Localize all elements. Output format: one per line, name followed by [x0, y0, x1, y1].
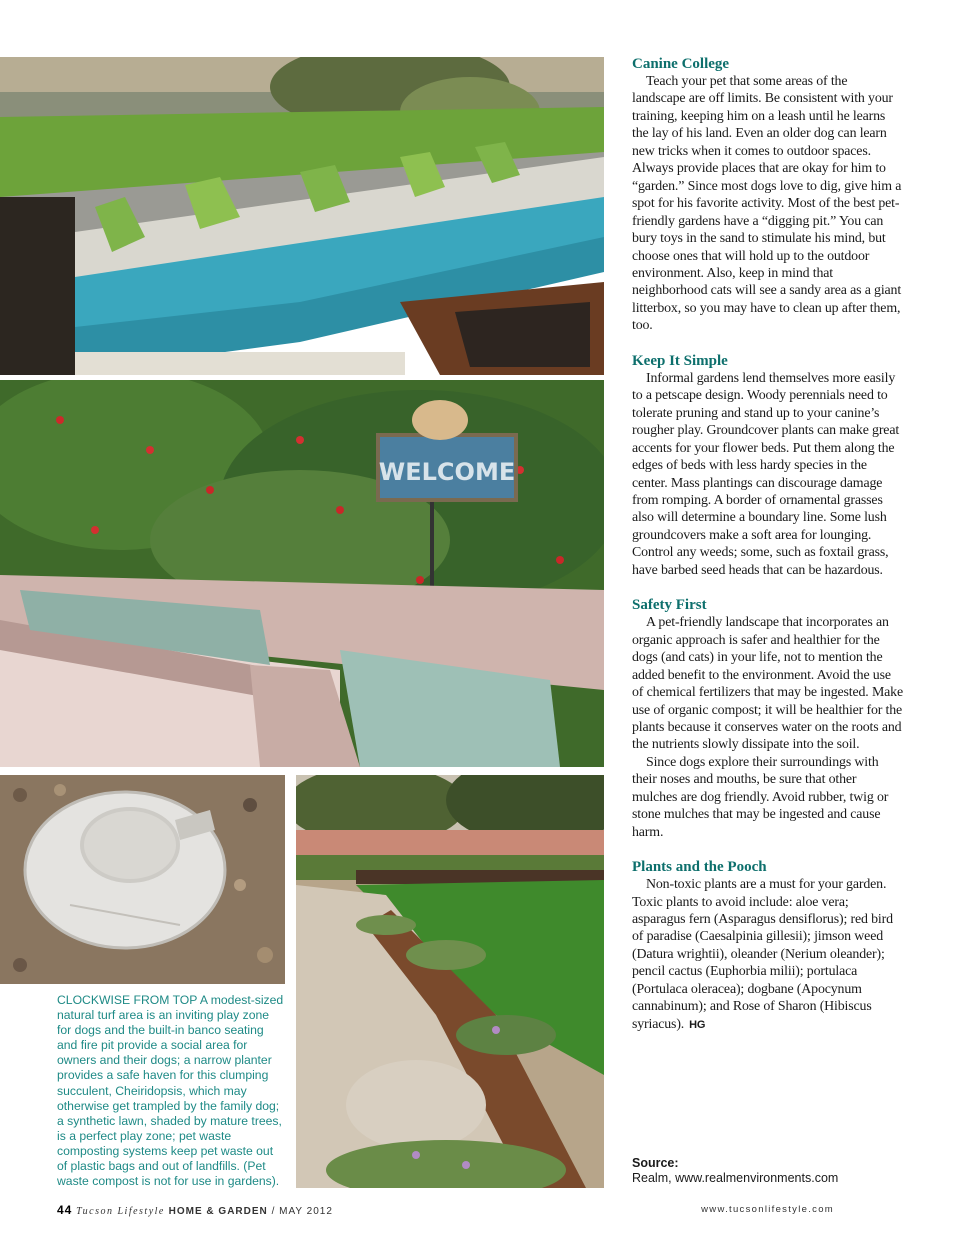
source-credit [632, 1156, 904, 1186]
succulent-planter-photo [0, 380, 604, 767]
synthetic-lawn-photo [296, 775, 604, 1188]
photo-caption: CLOCKWISE FROM TOP A modest-sized natural turf area is an inviting play zone for dogs and the built-in banco seating and fire pit provide a social area for owners and their dogs; a narrow planter provides a safe haven for this clumping succulent, Cheiridopsis, which may otherwise get trampled by the family dog; a synthetic lawn, shaded by mature trees, is a perfect play zone; pet waste composting systems keep pet waste out of plastic bags and out of landfills. (Pet waste compost is not for use in gardens). [57, 993, 284, 1189]
magazine-section: HOME & GARDEN [168, 1206, 268, 1217]
patio-banco-photo [0, 57, 604, 375]
section-paragraph: Informal gardens lend themselves more easily to a petscape design. Woody perennials need to tolerate pruning and stand up to your canine’s rougher play. Groundcover plants can make great accents for your flower beds. Put them along the edges of beds with less hardy species in the center. Mass plantings can discourage damage from romping. A border of ornamental grasses also will determine a boundary line. Some lush groundcovers make a soft area for lounging. Control any weeds; some, such as foxtail grass, have barbed seed heads that can be hazardous. [632, 370, 900, 578]
article-column [632, 55, 904, 1051]
section-heading: Canine College [632, 56, 730, 72]
section-safety-first [632, 596, 904, 841]
page-number: 44 [57, 1203, 73, 1217]
source-text: Realm, www.realmenvironments.com [632, 1171, 839, 1185]
section-heading: Keep It Simple [632, 352, 728, 369]
section-heading: Plants and the Pooch [632, 859, 767, 876]
source-label: Source: [632, 1156, 679, 1170]
magazine-name: Tucson Lifestyle [76, 1206, 165, 1217]
welcome-sign: WELCOME [378, 458, 516, 486]
section-heading: Safety First [632, 597, 707, 614]
section-paragraph [632, 876, 904, 1034]
issue-date: / MAY 2012 [271, 1206, 333, 1217]
section-plants-and-the-pooch [632, 858, 904, 1034]
section-paragraph: A pet-friendly landscape that incorporates an organic approach is safer and healthier for the dogs (and cats) in your life, not to mention the added benefit to the environment. Avoid the use of chemical fertilizers that may be ingested. Make use of organic compost; it will be healthier for the plants because it conserves water on the roots and the nutrients slowly dissipate into the soil. [632, 615, 903, 753]
paragraph-text: Non-toxic plants are a must for your garden. Toxic plants to avoid include: aloe vera; asparagus fern (Asparagus densiflorus); red bird of paradise (Caesalpinia gillesii); jimson weed (Datura wrightii), oleander (Nerium oleander); pencil cactus (Euphorbia milii); portulaca (Portulaca oleracea); dogbane (Apocynum cannabinum); and Rose of Sharon (Hibiscus syriacus). [632, 877, 893, 1032]
section-keep-it-simple [632, 352, 904, 579]
pet-waste-composter-photo [0, 775, 285, 984]
website-url: www.tucsonlifestyle.com [701, 1204, 834, 1215]
folio [57, 1203, 333, 1217]
section-paragraph: Teach your pet that some areas of the landscape are off limits. Be consistent with your training, keeping him on a leash until he learns the lay of his land. Even an older dog can learn new tricks when it comes to outdoor spaces. Always provide places that are okay for him to “garden.” Since most dogs love to dig, give him a spot for his favorite activity. Most of the best pet-friendly gardens have a “digging pit.” You can bury toys in the sand to stimulate his mind, but choose ones that will hold up to the outdoor environment. Also, keep in mind that neighborhood cats will see a sandy area as a giant litterbox, so you may have to clean up after them, too. [632, 74, 902, 334]
end-mark: HG [689, 1018, 706, 1031]
section-canine-college [632, 55, 904, 335]
section-paragraph: Since dogs explore their surroundings with their noses and mouths, be sure that other mulches are dog friendly. Avoid rubber, twig or stone mulches that may be ingested and cause harm. [632, 754, 889, 840]
